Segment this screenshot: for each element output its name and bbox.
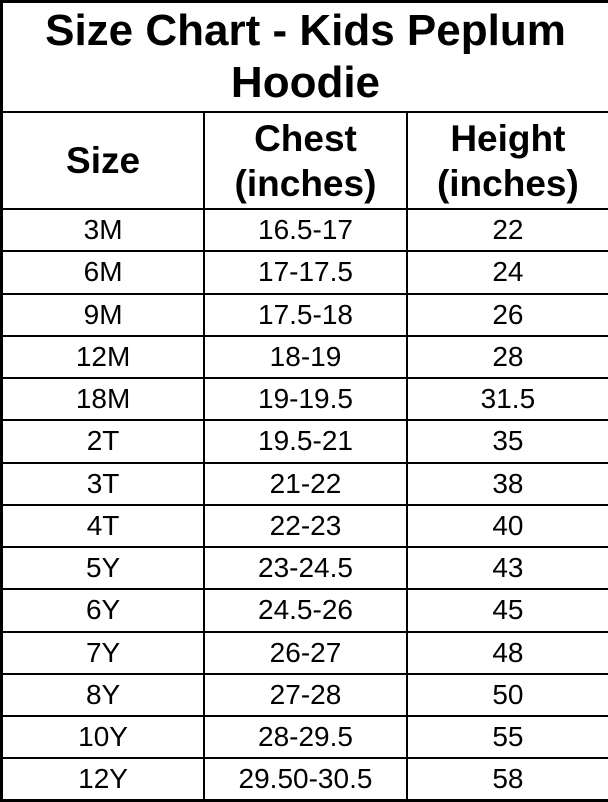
cell-chest: 28-29.5 (204, 716, 407, 758)
table-row (2, 674, 608, 716)
cell-height: 50 (407, 674, 608, 716)
cell-size: 10Y (2, 716, 205, 758)
table-row (2, 547, 608, 589)
cell-height: 58 (407, 758, 608, 800)
cell-size: 8Y (2, 674, 205, 716)
table-row (2, 463, 608, 505)
cell-size: 12Y (2, 758, 205, 800)
cell-chest: 29.50-30.5 (204, 758, 407, 800)
table-row (2, 505, 608, 547)
cell-size: 9M (2, 294, 205, 336)
cell-height: 43 (407, 547, 608, 589)
table-row (2, 632, 608, 674)
cell-chest: 21-22 (204, 463, 407, 505)
cell-size: 7Y (2, 632, 205, 674)
cell-height: 45 (407, 589, 608, 631)
cell-chest: 18-19 (204, 336, 407, 378)
cell-chest: 23-24.5 (204, 547, 407, 589)
title-row (2, 2, 608, 113)
table-row (2, 294, 608, 336)
header-row (2, 112, 608, 209)
cell-chest: 19-19.5 (204, 378, 407, 420)
table-row (2, 209, 608, 251)
cell-chest: 16.5-17 (204, 209, 407, 251)
cell-size: 5Y (2, 547, 205, 589)
table-row (2, 589, 608, 631)
cell-size: 18M (2, 378, 205, 420)
cell-size: 3T (2, 463, 205, 505)
table-row (2, 420, 608, 462)
cell-height: 48 (407, 632, 608, 674)
cell-size: 6Y (2, 589, 205, 631)
page-title: Size Chart - Kids Peplum Hoodie (2, 2, 608, 113)
cell-height: 40 (407, 505, 608, 547)
cell-chest: 22-23 (204, 505, 407, 547)
cell-size: 12M (2, 336, 205, 378)
column-header-chest: Chest (inches) (204, 112, 407, 209)
cell-chest: 24.5-26 (204, 589, 407, 631)
cell-height: 26 (407, 294, 608, 336)
cell-height: 35 (407, 420, 608, 462)
cell-chest: 19.5-21 (204, 420, 407, 462)
table-head (2, 2, 608, 210)
cell-size: 6M (2, 251, 205, 293)
column-header-height: Height (inches) (407, 112, 608, 209)
cell-size: 2T (2, 420, 205, 462)
cell-chest: 26-27 (204, 632, 407, 674)
cell-chest: 27-28 (204, 674, 407, 716)
column-header-size: Size (2, 112, 205, 209)
table-row (2, 378, 608, 420)
table-row (2, 336, 608, 378)
cell-chest: 17-17.5 (204, 251, 407, 293)
cell-size: 4T (2, 505, 205, 547)
table-row (2, 251, 608, 293)
cell-height: 28 (407, 336, 608, 378)
table-row (2, 758, 608, 800)
cell-height: 24 (407, 251, 608, 293)
table-row (2, 716, 608, 758)
cell-height: 22 (407, 209, 608, 251)
cell-chest: 17.5-18 (204, 294, 407, 336)
cell-height: 55 (407, 716, 608, 758)
table-body (2, 209, 608, 801)
cell-height: 31.5 (407, 378, 608, 420)
cell-height: 38 (407, 463, 608, 505)
cell-size: 3M (2, 209, 205, 251)
